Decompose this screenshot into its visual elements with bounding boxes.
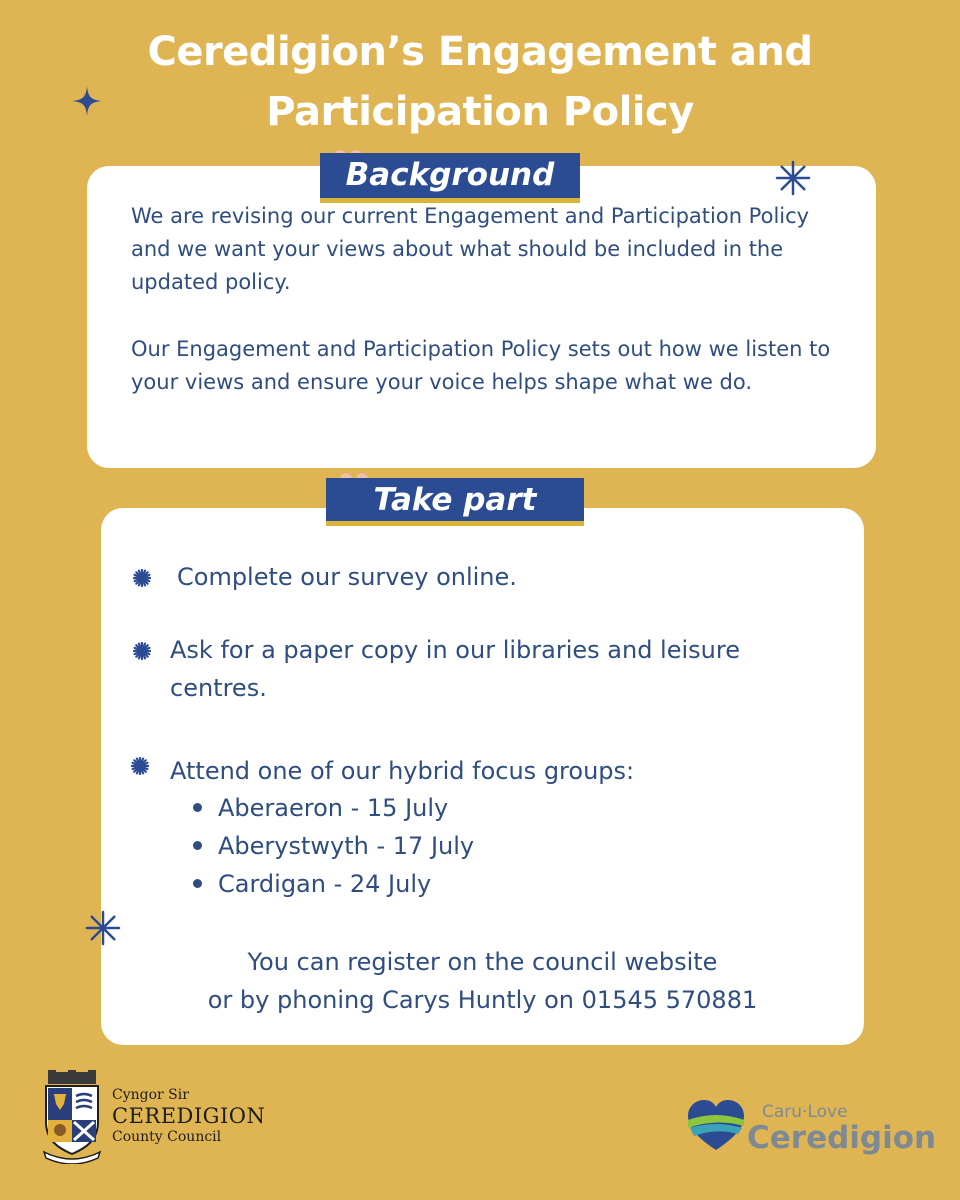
take-part-item-focus-groups: Attend one of our hybrid focus groups:	[170, 757, 635, 785]
council-crest-icon	[40, 1070, 104, 1164]
council-line-1: Cyngor Sir	[112, 1087, 189, 1103]
list-bullet	[193, 841, 202, 850]
love-line-1: Caru·Love	[762, 1102, 848, 1122]
council-line-3: County Council	[112, 1129, 222, 1145]
asterisk-star-icon	[85, 910, 121, 946]
take-part-item-survey: Complete our survey online.	[177, 563, 517, 591]
caru-love-ceredigion-logo	[747, 1102, 936, 1154]
title-line-1: Ceredigion’s Engagement and	[147, 29, 813, 75]
bullet-burst-icon	[131, 757, 149, 775]
take-part-heading: Take part	[326, 478, 584, 526]
bullet-burst-icon	[133, 569, 151, 587]
registration-info	[101, 943, 864, 1019]
focus-group-aberaeron: Aberaeron - 15 July	[218, 794, 449, 822]
background-paragraph-2: Our Engagement and Participation Policy sets out how we listen to your views and ensure your voice helps shape what we do.	[131, 337, 831, 394]
register-line-2: or by phoning Carys Huntly on 01545 570881	[207, 986, 758, 1014]
focus-group-aberystwyth: Aberystwyth - 17 July	[218, 832, 475, 860]
focus-group-cardigan: Cardigan - 24 July	[218, 870, 432, 898]
list-bullet	[193, 803, 202, 812]
council-line-2: CEREDIGION	[112, 1104, 266, 1128]
love-line-2: Ceredigion	[747, 1120, 937, 1156]
list-bullet	[193, 879, 202, 888]
bullet-burst-icon	[133, 642, 151, 660]
asterisk-star-icon	[775, 160, 811, 196]
heart-logo-icon	[688, 1100, 744, 1152]
take-part-item-paper-copy: Ask for a paper copy in our libraries and leisure centres.	[170, 636, 740, 702]
background-paragraph-1: We are revising our current Engagement and Participation Policy and we want your views about what should be included in the updated policy.	[131, 204, 810, 294]
background-heading: Background	[320, 153, 580, 203]
register-line-1: You can register on the council website	[247, 948, 718, 976]
council-name	[112, 1086, 265, 1146]
page-title	[0, 22, 960, 142]
sparkle-icon	[72, 86, 102, 116]
title-line-2: Participation Policy	[266, 89, 694, 135]
